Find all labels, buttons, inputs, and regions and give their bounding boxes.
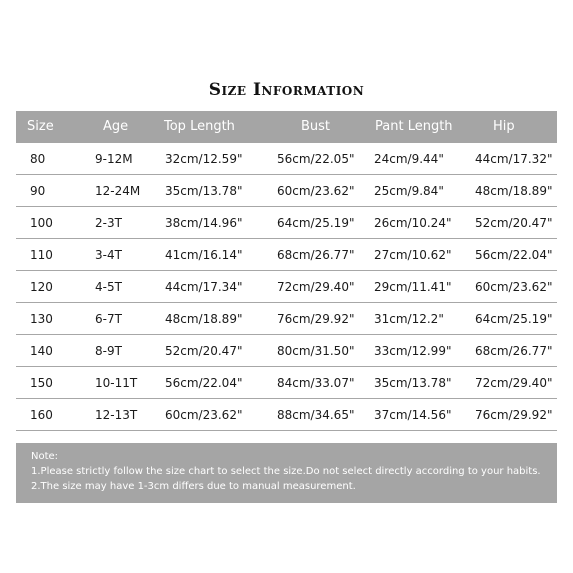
cell-size: 80 (30, 152, 46, 166)
cell-age: 2-3T (95, 216, 122, 230)
cell-hip: 56cm/22.04" (475, 248, 553, 262)
cell-age: 12-24M (95, 184, 141, 198)
cell-size: 150 (30, 376, 53, 390)
cell-age: 12-13T (95, 408, 138, 422)
header-hip: Hip (493, 119, 515, 134)
header-bust: Bust (301, 119, 331, 134)
cell-top-length: 48cm/18.89" (165, 312, 243, 326)
table-row (16, 143, 557, 175)
cell-hip: 64cm/25.19" (475, 312, 553, 326)
cell-hip: 48cm/18.89" (475, 184, 553, 198)
table-row (16, 239, 557, 271)
cell-bust: 56cm/22.05" (277, 152, 355, 166)
cell-top-length: 41cm/16.14" (165, 248, 243, 262)
cell-bust: 64cm/25.19" (277, 216, 355, 230)
table-row (16, 335, 557, 367)
cell-bust: 72cm/29.40" (277, 280, 355, 294)
cell-bust: 80cm/31.50" (277, 344, 355, 358)
cell-top-length: 56cm/22.04" (165, 376, 243, 390)
cell-size: 140 (30, 344, 53, 358)
cell-hip: 72cm/29.40" (475, 376, 553, 390)
cell-pant-length: 33cm/12.99" (374, 344, 452, 358)
cell-hip: 52cm/20.47" (475, 216, 553, 230)
cell-pant-length: 37cm/14.56" (374, 408, 452, 422)
cell-hip: 60cm/23.62" (475, 280, 553, 294)
table-row (16, 367, 557, 399)
cell-age: 9-12M (95, 152, 133, 166)
cell-pant-length: 27cm/10.62" (374, 248, 452, 262)
cell-age: 3-4T (95, 248, 122, 262)
cell-pant-length: 31cm/12.2" (374, 312, 444, 326)
cell-age: 8-9T (95, 344, 122, 358)
table-row (16, 399, 557, 431)
cell-bust: 68cm/26.77" (277, 248, 355, 262)
cell-top-length: 60cm/23.62" (165, 408, 243, 422)
cell-bust: 60cm/23.62" (277, 184, 355, 198)
header-age: Age (103, 119, 129, 134)
table-row (16, 175, 557, 207)
cell-hip: 44cm/17.32" (475, 152, 553, 166)
table-row (16, 303, 557, 335)
cell-bust: 88cm/34.65" (277, 408, 355, 422)
cell-pant-length: 29cm/11.41" (374, 280, 452, 294)
cell-size: 100 (30, 216, 53, 230)
cell-pant-length: 25cm/9.84" (374, 184, 444, 198)
table-row (16, 207, 557, 239)
cell-size: 160 (30, 408, 53, 422)
cell-size: 130 (30, 312, 53, 326)
cell-bust: 84cm/33.07" (277, 376, 355, 390)
cell-pant-length: 24cm/9.44" (374, 152, 444, 166)
cell-size: 120 (30, 280, 53, 294)
note-heading: Note: (31, 451, 59, 462)
cell-top-length: 52cm/20.47" (165, 344, 243, 358)
header-top-length: Top Length (164, 119, 235, 134)
table-header (16, 111, 557, 143)
note-box (16, 443, 557, 503)
note-line-1: 1.Please strictly follow the size chart to select the size.Do not select directly according to your habits. (31, 466, 541, 477)
cell-size: 110 (30, 248, 53, 262)
cell-pant-length: 35cm/13.78" (374, 376, 452, 390)
cell-bust: 76cm/29.92" (277, 312, 355, 326)
size-chart-table (16, 111, 557, 431)
cell-hip: 68cm/26.77" (475, 344, 553, 358)
page-title: Size Information (208, 80, 365, 100)
cell-age: 6-7T (95, 312, 122, 326)
cell-age: 4-5T (95, 280, 122, 294)
cell-age: 10-11T (95, 376, 138, 390)
header-pant-length: Pant Length (375, 119, 453, 134)
note-line-2: 2.The size may have 1-3cm differs due to manual measurement. (31, 481, 356, 492)
cell-hip: 76cm/29.92" (475, 408, 553, 422)
cell-top-length: 38cm/14.96" (165, 216, 243, 230)
cell-top-length: 32cm/12.59" (165, 152, 243, 166)
cell-size: 90 (30, 184, 46, 198)
cell-top-length: 35cm/13.78" (165, 184, 243, 198)
header-size: Size (27, 119, 54, 134)
cell-pant-length: 26cm/10.24" (374, 216, 452, 230)
table-row (16, 271, 557, 303)
cell-top-length: 44cm/17.34" (165, 280, 243, 294)
